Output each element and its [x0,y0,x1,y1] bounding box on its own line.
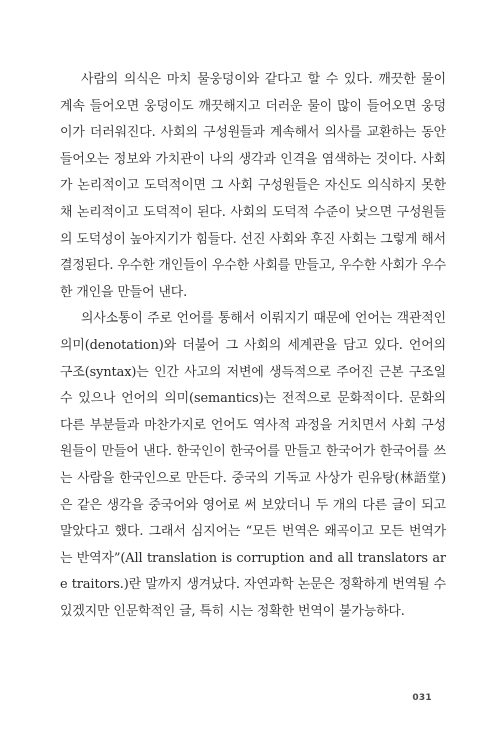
paragraph-1: 사람의 의식은 마치 물웅덩이와 같다고 할 수 있다. 깨끗한 물이 계속 들어오면 웅덩이도 깨끗해지고 더러운 물이 많이 들어오면 웅덩이가 더러워진다. 사회의 구성원들과 계속해서 의사를 교환하는 동안 들어오는 정보와 가치관이 나의 생각과 인격을 염색하는 것이다. 사회가 논리적이고 도덕적이면 그 사회 구성원들은 자신도 의식하지 못한 채 논리적이고 도덕적이 된다. 사회의 도덕적 수준이 낮으면 구성원들의 도덕성이 높아지기가 힘들다. 선진 사회와 후진 사회는 그렇게 해서 결정된다. 우수한 개인들이 우수한 사회를 만들고, 우수한 사회가 우수한 개인을 만들어 낸다. [60,72,446,300]
page-body [60,67,446,625]
page-number: 031 [412,693,432,703]
paragraph-2: 의사소통이 주로 언어를 통해서 이뤄지기 때문에 언어는 객관적인 의미(denotation)와 더불어 그 사회의 세계관을 담고 있다. 언어의 구조(syntax)는 인간 사고의 저변에 생득적으로 주어진 근본 구조일 수 있으나 언어의 의미(semantics)는 전적으로 문화적이다. 문화의 다른 부분들과 마찬가지로 언어도 역사적 과정을 거치면서 사회 구성원들이 만들어 낸다. 한국인이 한국어를 만들고 한국어가 한국어를 쓰는 사람을 한국인으로 만든다. 중국의 기독교 사상가 린유탕(林語堂)은 같은 생각을 중국어와 영어로 써 보았더니 두 개의 다른 글이 되고 말았다고 했다. 그래서 심지어는 “모든 번역은 왜곡이고 모든 번역가는 반역자”(All translation is corruption and all translators are traitors.)란 말까지 생겨났다. 자연과학 논문은 정확하게 번역될 수 있겠지만 인문학적인 글, 특히 시는 정확한 번역이 불가능하다. [60,311,446,619]
